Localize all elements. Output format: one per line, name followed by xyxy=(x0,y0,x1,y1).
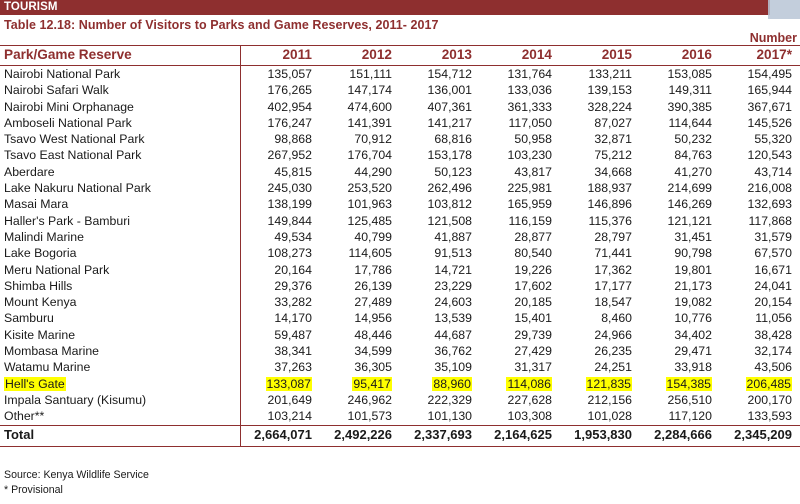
table-row xyxy=(0,278,800,294)
cell-2015: 87,027 xyxy=(594,115,632,130)
table-body xyxy=(0,66,800,447)
cell-2016: 149,311 xyxy=(668,83,712,98)
cell-2015: 212,156 xyxy=(587,392,632,407)
cell-2015: 139,153 xyxy=(587,83,632,98)
cell-2014: 103,308 xyxy=(507,409,552,424)
cell-2013: 44,687 xyxy=(434,327,472,342)
cell-2011: 14,170 xyxy=(274,311,312,326)
cell-2012: 151,111 xyxy=(349,67,392,81)
total-label: Total xyxy=(0,425,240,446)
cell-2015: 146,896 xyxy=(587,197,632,212)
cell-2017: 216,008 xyxy=(747,181,792,196)
row-label: Haller's Park - Bamburi xyxy=(0,213,240,229)
cell-2012: 474,600 xyxy=(347,99,392,114)
cell-2017: 200,170 xyxy=(747,392,792,407)
cell-2016: 50,232 xyxy=(674,132,712,147)
cell-2012: 125,485 xyxy=(347,213,392,228)
cell-2013: 141,217 xyxy=(427,115,472,130)
row-label: Meru National Park xyxy=(0,262,240,278)
cell-2014: 28,877 xyxy=(514,229,552,244)
cell-2017: 154,495 xyxy=(747,67,792,81)
cell-2015: 34,668 xyxy=(594,164,632,179)
cell-2013: 24,603 xyxy=(434,295,472,310)
cell-2012: 27,489 xyxy=(354,295,392,310)
cell-2012: 95,417 xyxy=(353,376,391,391)
column-header-2014: 2014 xyxy=(480,46,560,66)
cell-2013: 91,513 xyxy=(434,246,472,261)
cell-2014: 103,230 xyxy=(507,148,552,163)
cell-2016: 10,776 xyxy=(674,311,712,326)
cell-2011: 59,487 xyxy=(274,327,312,342)
table-caption: Table 12.18: Number of Visitors to Parks and Game Reserves, 2011- 2017 xyxy=(4,18,439,32)
cell-2011: 176,265 xyxy=(267,83,312,98)
table-header-row xyxy=(0,46,800,66)
cell-2016: 31,451 xyxy=(674,229,712,244)
table-row xyxy=(0,294,800,310)
cell-2011: 201,649 xyxy=(267,392,312,407)
cell-2017: 165,944 xyxy=(747,83,792,98)
visitors-table-container xyxy=(0,45,800,447)
cell-2014: 17,602 xyxy=(514,278,552,293)
cell-2013: 88,960 xyxy=(433,376,471,391)
cell-2015: 75,212 xyxy=(594,148,632,163)
row-label: Shimba Hills xyxy=(0,278,240,294)
cell-2017: 16,671 xyxy=(754,262,792,277)
table-row xyxy=(0,180,800,196)
cell-2016: 34,402 xyxy=(674,327,712,342)
cell-2017: 120,543 xyxy=(747,148,792,163)
cell-2011: 108,273 xyxy=(267,246,312,261)
row-label: Impala Santuary (Kisumu) xyxy=(0,392,240,408)
cell-2012: 34,599 xyxy=(354,344,392,359)
cell-2012: 141,391 xyxy=(347,115,392,130)
row-label: Lake Bogoria xyxy=(0,245,240,261)
cell-2012: 36,305 xyxy=(354,360,392,375)
table-row xyxy=(0,408,800,425)
cell-2012: 246,962 xyxy=(347,392,392,407)
cell-2017: 38,428 xyxy=(754,327,792,342)
cell-2011: 38,341 xyxy=(274,344,312,359)
row-label: Kisite Marine xyxy=(0,327,240,343)
row-label: Tsavo East National Park xyxy=(0,147,240,163)
cell-2016: 256,510 xyxy=(667,392,712,407)
cell-2013: 23,229 xyxy=(434,278,472,293)
cell-2013: 136,001 xyxy=(427,83,472,98)
cell-2014: 227,628 xyxy=(507,392,552,407)
cell-2011: 20,164 xyxy=(274,262,312,277)
cell-2016: 33,918 xyxy=(674,360,712,375)
row-label: Hell's Gate xyxy=(0,376,240,392)
table-row xyxy=(0,310,800,326)
section-banner-label: TOURISM xyxy=(4,1,58,13)
table-row xyxy=(0,82,800,98)
cell-2014: 117,050 xyxy=(508,115,552,130)
cell-2016: 214,699 xyxy=(667,181,712,196)
cell-2011: 45,815 xyxy=(274,164,312,179)
cell-2017: 117,868 xyxy=(748,213,792,228)
cell-2014: 31,317 xyxy=(514,360,552,375)
table-row xyxy=(0,99,800,115)
cell-2016: 41,270 xyxy=(674,164,712,179)
cell-2016: 146,269 xyxy=(667,197,712,212)
cell-2013: 14,721 xyxy=(434,262,472,277)
cell-2013: 103,812 xyxy=(427,197,472,212)
cell-2013: 36,762 xyxy=(434,344,472,359)
cell-2015: 115,376 xyxy=(588,213,632,228)
table-row xyxy=(0,196,800,212)
cell-2014: 114,086 xyxy=(507,376,551,391)
cell-2015: 17,177 xyxy=(594,278,632,293)
cell-2015: 328,224 xyxy=(587,99,632,114)
cell-2015: 133,211 xyxy=(588,67,632,81)
cell-2017: 133,593 xyxy=(747,409,792,424)
row-label: Nairobi National Park xyxy=(0,66,240,83)
units-label: Number xyxy=(749,31,797,45)
cell-2012: 44,290 xyxy=(354,164,392,179)
cell-2014: 19,226 xyxy=(514,262,552,277)
cell-2016: 117,120 xyxy=(668,409,712,424)
total-2012: 2,492,226 xyxy=(320,425,400,446)
cell-2012: 101,573 xyxy=(347,409,392,424)
table-row xyxy=(0,327,800,343)
cell-2014: 29,739 xyxy=(514,327,552,342)
cell-2016: 21,173 xyxy=(674,278,712,293)
table-row xyxy=(0,245,800,261)
cell-2017: 367,671 xyxy=(747,99,792,114)
cell-2012: 176,704 xyxy=(347,148,392,163)
cell-2011: 402,954 xyxy=(267,99,312,114)
total-2011: 2,664,071 xyxy=(240,425,320,446)
table-row xyxy=(0,164,800,180)
cell-2011: 267,952 xyxy=(267,148,312,163)
section-banner xyxy=(0,0,770,15)
cell-2015: 26,235 xyxy=(594,344,632,359)
table-row xyxy=(0,115,800,131)
cell-2017: 20,154 xyxy=(754,295,792,310)
column-header-2013: 2013 xyxy=(400,46,480,66)
cell-2013: 50,123 xyxy=(434,164,472,179)
cell-2014: 225,981 xyxy=(507,181,552,196)
cell-2016: 90,798 xyxy=(674,246,712,261)
cell-2017: 55,320 xyxy=(754,132,792,147)
cell-2014: 133,036 xyxy=(507,83,552,98)
banner-corner-overlay xyxy=(768,0,800,19)
table-row xyxy=(0,131,800,147)
row-label: Mount Kenya xyxy=(0,294,240,310)
table-row xyxy=(0,343,800,359)
cell-2013: 35,109 xyxy=(434,360,472,375)
cell-2016: 114,644 xyxy=(668,115,712,130)
table-row xyxy=(0,147,800,163)
cell-2013: 41,887 xyxy=(434,229,472,244)
row-label: Nairobi Mini Orphanage xyxy=(0,99,240,115)
cell-2016: 29,471 xyxy=(674,344,712,359)
cell-2017: 43,714 xyxy=(754,164,792,179)
cell-2013: 407,361 xyxy=(427,99,472,114)
cell-2011: 176,247 xyxy=(267,115,312,130)
cell-2016: 390,385 xyxy=(667,99,712,114)
column-header-2015: 2015 xyxy=(560,46,640,66)
cell-2011: 37,263 xyxy=(274,360,312,375)
cell-2017: 32,174 xyxy=(754,344,792,359)
cell-2014: 116,159 xyxy=(508,213,552,228)
cell-2011: 49,534 xyxy=(274,229,312,244)
row-label: Samburu xyxy=(0,310,240,326)
cell-2017: 11,056 xyxy=(755,311,792,326)
cell-2017: 206,485 xyxy=(746,376,791,391)
cell-2011: 149,844 xyxy=(267,213,312,228)
cell-2017: 43,506 xyxy=(754,360,792,375)
cell-2014: 20,185 xyxy=(514,295,552,310)
cell-2015: 188,937 xyxy=(587,181,632,196)
row-label: Nairobi Safari Walk xyxy=(0,82,240,98)
footnote-provisional: * Provisional xyxy=(4,484,63,496)
row-label: Amboseli National Park xyxy=(0,115,240,131)
cell-2012: 114,605 xyxy=(348,246,392,261)
cell-2015: 8,460 xyxy=(601,311,632,326)
cell-2012: 14,956 xyxy=(354,311,392,326)
cell-2013: 153,178 xyxy=(427,148,472,163)
cell-2016: 121,121 xyxy=(667,213,712,228)
table-row xyxy=(0,262,800,278)
cell-2016: 19,082 xyxy=(674,295,712,310)
cell-2015: 101,028 xyxy=(587,409,632,424)
cell-2015: 28,797 xyxy=(594,229,632,244)
cell-2013: 101,130 xyxy=(427,409,472,424)
cell-2011: 245,030 xyxy=(267,181,312,196)
cell-2011: 103,214 xyxy=(267,409,312,424)
cell-2013: 13,539 xyxy=(434,311,472,326)
cell-2012: 26,139 xyxy=(354,278,392,293)
cell-2012: 40,799 xyxy=(354,229,392,244)
table-row xyxy=(0,359,800,375)
row-label: Masai Mara xyxy=(0,196,240,212)
cell-2014: 27,429 xyxy=(514,344,552,359)
cell-2014: 50,958 xyxy=(514,132,552,147)
cell-2012: 147,174 xyxy=(347,83,392,98)
cell-2014: 80,540 xyxy=(514,246,552,261)
cell-2012: 17,786 xyxy=(354,262,392,277)
column-header-2012: 2012 xyxy=(320,46,400,66)
cell-2012: 101,963 xyxy=(347,197,392,212)
cell-2014: 43,817 xyxy=(514,164,552,179)
cell-2011: 138,199 xyxy=(267,197,312,212)
table-row xyxy=(0,376,800,392)
column-header-2011: 2011 xyxy=(240,46,320,66)
cell-2015: 17,362 xyxy=(594,262,632,277)
row-label: Other** xyxy=(0,408,240,425)
cell-2017: 145,526 xyxy=(747,115,792,130)
table-row xyxy=(0,66,800,83)
total-2017: 2,345,209 xyxy=(720,425,800,446)
visitors-table xyxy=(0,45,800,447)
cell-2017: 67,570 xyxy=(754,246,792,261)
cell-2015: 121,835 xyxy=(586,376,631,391)
cell-2011: 133,087 xyxy=(266,376,311,391)
cell-2013: 222,329 xyxy=(427,392,472,407)
cell-2011: 98,868 xyxy=(274,132,312,147)
cell-2012: 48,446 xyxy=(354,327,392,342)
row-label: Tsavo West National Park xyxy=(0,131,240,147)
cell-2017: 132,693 xyxy=(747,197,792,212)
cell-2014: 131,764 xyxy=(507,67,552,81)
cell-2012: 70,912 xyxy=(354,132,392,147)
column-header-2017: 2017* xyxy=(720,46,800,66)
cell-2016: 84,763 xyxy=(674,148,712,163)
cell-2011: 135,057 xyxy=(267,67,312,81)
cell-2014: 361,333 xyxy=(507,99,552,114)
cell-2015: 32,871 xyxy=(594,132,632,147)
cell-2013: 121,508 xyxy=(427,213,472,228)
total-2016: 2,284,666 xyxy=(640,425,720,446)
row-label: Watamu Marine xyxy=(0,359,240,375)
row-label: Lake Nakuru National Park xyxy=(0,180,240,196)
table-total-row xyxy=(0,425,800,446)
table-row xyxy=(0,229,800,245)
table-row xyxy=(0,392,800,408)
cell-2015: 24,966 xyxy=(594,327,632,342)
cell-2014: 15,401 xyxy=(514,311,552,326)
column-header-park-name: Park/Game Reserve xyxy=(0,46,240,66)
total-2015: 1,953,830 xyxy=(560,425,640,446)
cell-2011: 29,376 xyxy=(274,278,312,293)
table-row xyxy=(0,213,800,229)
cell-2015: 71,441 xyxy=(594,246,632,261)
cell-2016: 19,801 xyxy=(674,262,712,277)
cell-2013: 262,496 xyxy=(427,181,472,196)
table-footnotes xyxy=(4,468,149,498)
cell-2017: 31,579 xyxy=(754,229,792,244)
total-2013: 2,337,693 xyxy=(400,425,480,446)
row-label: Aberdare xyxy=(0,164,240,180)
cell-2013: 154,712 xyxy=(427,67,472,81)
table-header xyxy=(0,46,800,66)
total-2014: 2,164,625 xyxy=(480,425,560,446)
column-header-2016: 2016 xyxy=(640,46,720,66)
cell-2017: 24,041 xyxy=(754,278,792,293)
cell-2012: 253,520 xyxy=(347,181,392,196)
row-label: Malindi Marine xyxy=(0,229,240,245)
cell-2011: 33,282 xyxy=(274,295,312,310)
cell-2015: 24,251 xyxy=(594,360,632,375)
cell-2016: 153,085 xyxy=(667,67,712,81)
row-label: Mombasa Marine xyxy=(0,343,240,359)
footnote-source: Source: Kenya Wildlife Service xyxy=(4,469,149,481)
cell-2015: 18,547 xyxy=(594,295,632,310)
cell-2016: 154,385 xyxy=(666,376,711,391)
cell-2013: 68,816 xyxy=(434,132,472,147)
cell-2014: 165,959 xyxy=(507,197,552,212)
